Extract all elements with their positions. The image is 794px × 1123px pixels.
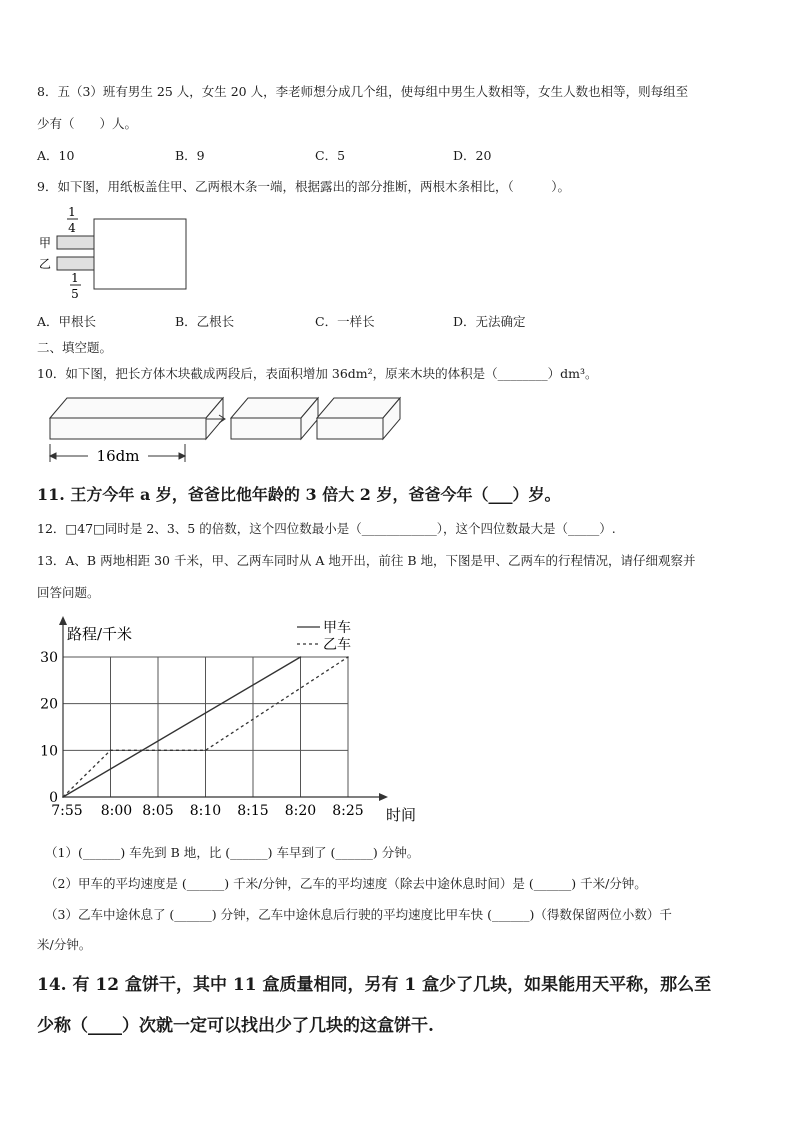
- q9-top-numerator: 1: [68, 205, 76, 219]
- label-jia: 甲: [39, 236, 52, 250]
- y-tick-label: 30: [40, 650, 58, 666]
- x-axis-arrow: [379, 793, 388, 801]
- q8-choice-c: C．5: [315, 148, 346, 163]
- series-point: [110, 750, 112, 752]
- distance-time-chart: [35, 613, 435, 828]
- block-piece-2: [317, 398, 400, 439]
- q10-line1: 10．如下图，把长方体木块截成两段后，表面积增加 36dm²，原来木块的体积是（________）dm³。: [37, 366, 598, 381]
- long-block: [50, 398, 223, 439]
- q13-sub3b: 米/分钟。: [37, 937, 92, 952]
- q9-bottom-denominator: 5: [71, 287, 79, 301]
- q8-choice-a: A．10: [37, 148, 75, 163]
- q13-line1: 13．A、B 两地相距 30 千米，甲、乙两车同时从 A 地开出，前往 B 地，下图是甲、乙两车的行程情况，请仔细观察并: [37, 553, 696, 568]
- q10-figure: [40, 390, 410, 470]
- x-tick-label: 8:15: [237, 803, 269, 819]
- q13-sub2: （2）甲车的平均速度是 (______) 千米/分钟，乙车的平均速度（除去中途休息时间）是 (______) 千米/分钟。: [45, 876, 647, 891]
- legend-label: 乙车: [323, 637, 351, 653]
- legend-label: 甲车: [323, 620, 351, 636]
- x-tick-label: 8:00: [100, 803, 133, 819]
- series-point: [300, 656, 302, 658]
- series-point: [347, 656, 349, 658]
- q8-line1: 8．五（3）班有男生 25 人，女生 20 人，李老师想分成几个组，使每组中男生人数相等，女生人数也相等，则每组至: [37, 84, 689, 99]
- q13-sub3a: （3）乙车中途休息了 (______) 分钟，乙车中途休息后行驶的平均速度比甲车快 (______)（得数保留两位小数）千: [45, 907, 672, 922]
- q9-line1: 9．如下图，用纸板盖住甲、乙两根木条一端，根据露出的部分推断，两根木条相比，（ ）。: [37, 179, 570, 194]
- q8-choice-b: B．9: [175, 148, 205, 163]
- q9-bottom-numerator: 1: [71, 271, 79, 285]
- q9-choice-a: A．甲根长: [37, 314, 97, 329]
- block-piece-1: [231, 398, 318, 439]
- q11-line1: 11. 王方今年 a 岁，爸爸比他年龄的 3 倍大 2 岁，爸爸今年（___）岁。: [37, 485, 561, 504]
- q9-choice-d: D．无法确定: [453, 314, 526, 329]
- length-label: 16dm: [96, 447, 140, 465]
- series-point: [205, 750, 207, 752]
- q9-choice-b: B．乙根长: [175, 314, 235, 329]
- wood-stick-yi: [57, 257, 99, 270]
- x-tick-label: 8:20: [284, 803, 317, 819]
- series-point: [62, 796, 64, 798]
- label-yi: 乙: [39, 257, 52, 271]
- y-axis-arrow: [59, 616, 67, 625]
- x-axis-label: 时间: [386, 806, 417, 824]
- q8-choice-d: D．20: [453, 148, 492, 163]
- q14-line2: 少称（____）次就一定可以找出少了几块的这盒饼干.: [37, 1016, 434, 1036]
- q12-line1: 12．□47□同时是 2、3、5 的倍数，这个四位数最小是（____________），这个四位数最大是（_____）.: [37, 521, 616, 536]
- cardboard-cover: [94, 219, 186, 289]
- q13-sub1: （1）(______) 车先到 B 地，比 (______) 车早到了 (______) 分钟。: [45, 845, 420, 860]
- x-tick-label: 8:10: [189, 803, 222, 819]
- y-tick-label: 10: [40, 743, 58, 760]
- q9-figure: [35, 200, 195, 305]
- q9-top-denominator: 4: [68, 221, 76, 235]
- chart-ticks: [40, 650, 364, 819]
- y-axis-label: 路程/千米: [67, 625, 133, 643]
- chart-legend: [297, 620, 351, 653]
- q14-line1: 14. 有 12 盒饼干，其中 11 盒质量相同，另有 1 盒少了几块，如果能用天平称，那么至: [37, 975, 712, 995]
- chart-grid: [63, 657, 348, 797]
- wood-stick-jia: [57, 236, 99, 249]
- y-tick-label: 0: [49, 790, 58, 806]
- x-tick-label: 8:25: [332, 803, 364, 819]
- x-tick-label: 8:05: [142, 803, 174, 819]
- section-title: 二、填空题。: [37, 340, 113, 355]
- y-tick-label: 20: [40, 696, 58, 713]
- q9-choice-c: C．一样长: [315, 314, 375, 329]
- q13-line2: 回答问题。: [37, 585, 100, 600]
- x-tick-label: 7:55: [51, 803, 83, 819]
- series-line-jia: [63, 657, 301, 797]
- q8-line2: 少有（ ）人。: [37, 116, 138, 131]
